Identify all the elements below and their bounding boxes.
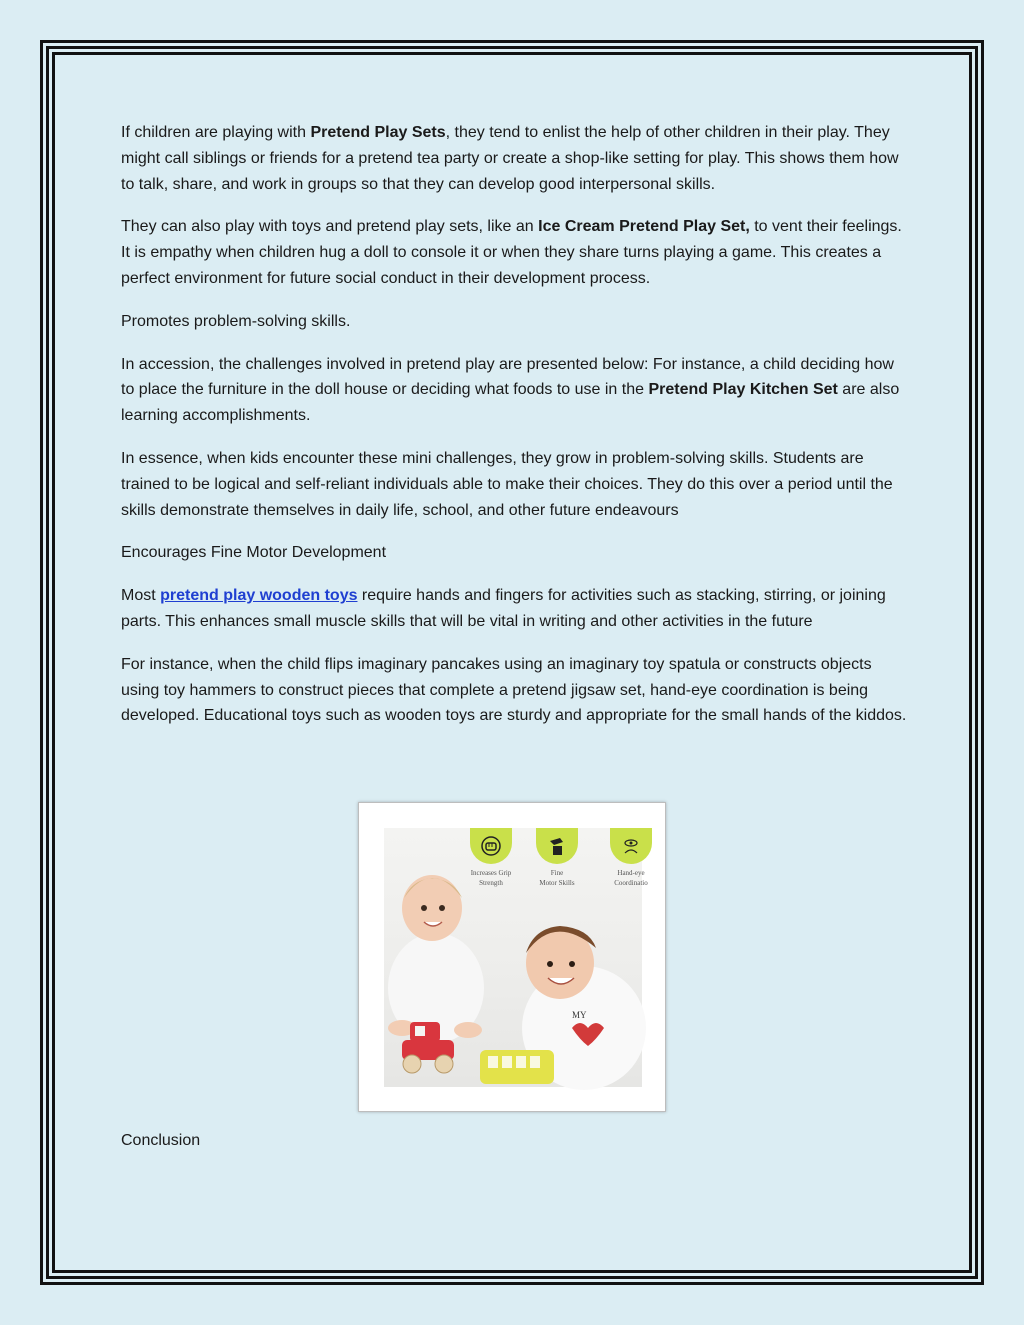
bold-keyword: Ice Cream Pretend Play Set, bbox=[538, 218, 750, 236]
text-run: Most bbox=[121, 587, 161, 605]
shirt-text: MY bbox=[572, 1010, 587, 1020]
caption-line: Hand-eye bbox=[617, 869, 645, 877]
paragraph-hand-eye: For instance, when the child flips imaginary pancakes using an imaginary toy spatula or constructs objects using toy hammers to construct pieces that complete a pretend jigsaw set, hand-eye coordination is being developed. Educational toys such as wooden toys are sturdy and appropriate for the small hands of the kiddos. bbox=[121, 655, 907, 725]
bold-keyword: Pretend Play Sets bbox=[310, 124, 446, 141]
wooden-toys-link[interactable]: pretend play wooden toys bbox=[160, 587, 358, 605]
caption-line: Strength bbox=[479, 879, 503, 887]
paragraph-social-skills bbox=[121, 120, 911, 197]
text-run: In accession, the challenges involved in pretend play are presented below: For instance, a child deciding how to place the furniture in the doll house or deciding what foods to use in the bbox=[121, 355, 894, 399]
caption-line: Coordinatio bbox=[614, 879, 648, 887]
paragraph-challenges bbox=[121, 352, 911, 429]
section-heading-problem-solving: Promotes problem-solving skills. bbox=[121, 312, 351, 330]
article-body bbox=[121, 120, 911, 746]
text-run: to vent their feelings. It is empathy when children hug a doll to console it or when they share turns playing a game. This creates a perfect environment for future social conduct in their development process. bbox=[121, 218, 902, 287]
toy-photo-frame bbox=[358, 802, 666, 1112]
text-run: are also learning accomplishments. bbox=[121, 381, 900, 425]
paragraph-empathy bbox=[121, 214, 911, 291]
section-heading-conclusion: Conclusion bbox=[121, 1132, 201, 1149]
caption-line: Motor Skills bbox=[539, 879, 575, 887]
section-heading-fine-motor: Encourages Fine Motor Development bbox=[121, 544, 387, 562]
caption-line: Fine bbox=[550, 869, 564, 877]
text-run: They can also play with toys and pretend play sets, like an bbox=[121, 218, 539, 236]
children-playing-photo bbox=[384, 828, 648, 1087]
caption-line: Increases Grip bbox=[470, 869, 512, 877]
bold-keyword: Pretend Play Kitchen Set bbox=[648, 381, 838, 399]
toddlers-illustration bbox=[384, 828, 642, 1087]
text-run: , they tend to enlist the help of other children in their play. They might call siblings or friends for a pretend tea party or create a shop-like setting for play. This shows them how to talk, share, and work in groups so that they can develop good interpersonal skills. bbox=[121, 124, 899, 193]
text-run: If children are playing with bbox=[121, 124, 311, 141]
paragraph-wooden-toys bbox=[121, 583, 911, 635]
text-run: require hands and fingers for activities such as stacking, stirring, or joining parts. This enhances small muscle skills that will be vital in writing and other activities in the future bbox=[121, 587, 886, 630]
paragraph-essence: In essence, when kids encounter these mini challenges, they grow in problem-solving skills. Students are trained to be logical and self-reliant individuals able to make their choices. They do this over a period until the skills demonstrate themselves in daily life, school, and other future endeavours bbox=[121, 449, 893, 519]
